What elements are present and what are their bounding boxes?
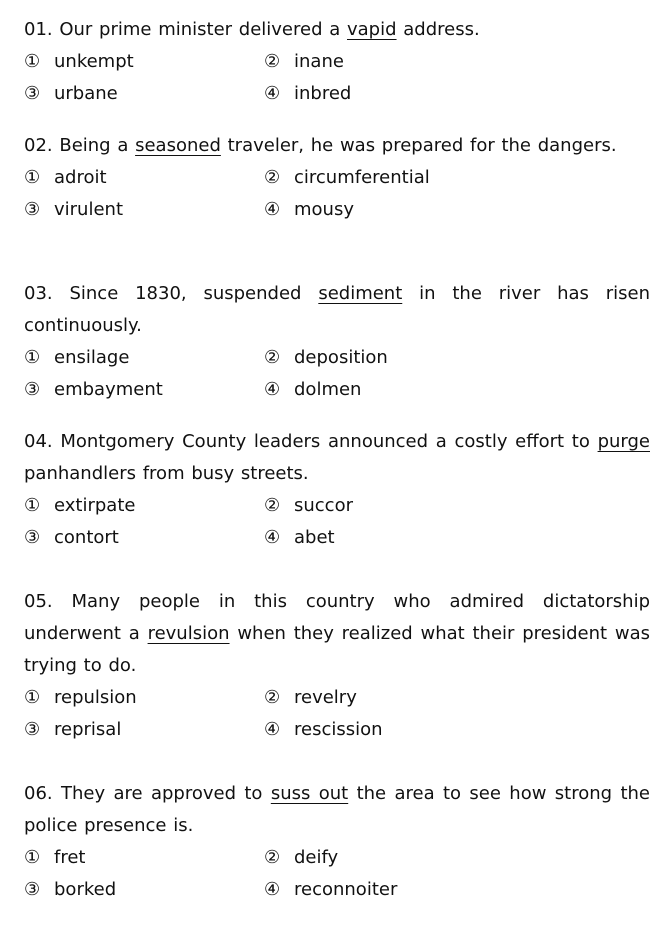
question-5 bbox=[24, 586, 650, 746]
choice-4[interactable] bbox=[264, 714, 504, 746]
choice-number: ④ bbox=[264, 879, 281, 900]
choice-number: ④ bbox=[264, 199, 281, 220]
question-stem bbox=[24, 14, 650, 46]
choice-text: succor bbox=[294, 495, 353, 516]
choice-3[interactable] bbox=[24, 78, 264, 110]
question-stem bbox=[24, 586, 650, 682]
choice-3[interactable] bbox=[24, 714, 264, 746]
stem-text: 04. Montgomery County leaders announced a costly effort to bbox=[24, 431, 590, 452]
question-stem bbox=[24, 426, 650, 490]
question-stem bbox=[24, 278, 650, 342]
choice-text: extirpate bbox=[54, 495, 136, 516]
choice-text: abet bbox=[294, 527, 335, 548]
choice-1[interactable] bbox=[24, 682, 264, 714]
choice-2[interactable] bbox=[264, 842, 504, 874]
choice-text: adroit bbox=[54, 167, 107, 188]
choice-text: deposition bbox=[294, 347, 388, 368]
choice-text: unkempt bbox=[54, 51, 134, 72]
choice-number: ① bbox=[24, 495, 41, 516]
choice-text: borked bbox=[54, 879, 117, 900]
choice-4[interactable] bbox=[264, 874, 504, 906]
choice-1[interactable] bbox=[24, 342, 264, 374]
choice-1[interactable] bbox=[24, 842, 264, 874]
choice-text: embayment bbox=[54, 379, 163, 400]
answer-choices bbox=[24, 46, 650, 110]
choice-text: revelry bbox=[294, 687, 357, 708]
choice-1[interactable] bbox=[24, 490, 264, 522]
stem-text: panhandlers from busy streets. bbox=[24, 463, 309, 484]
stem-text: address. bbox=[403, 19, 480, 40]
choice-text: circumferential bbox=[294, 167, 430, 188]
underlined-word: seasoned bbox=[135, 135, 221, 156]
underlined-word: suss out bbox=[270, 783, 349, 804]
stem-text: when they realized what their president was trying to do. bbox=[24, 623, 650, 676]
choice-number: ③ bbox=[24, 379, 41, 400]
choice-2[interactable] bbox=[264, 682, 504, 714]
choice-number: ① bbox=[24, 51, 41, 72]
underlined-word: revulsion bbox=[147, 623, 230, 644]
answer-choices bbox=[24, 490, 650, 554]
choice-text: urbane bbox=[54, 83, 118, 104]
answer-choices bbox=[24, 162, 650, 226]
choice-number: ② bbox=[264, 687, 281, 708]
choice-text: fret bbox=[54, 847, 86, 868]
choice-text: reconnoiter bbox=[294, 879, 398, 900]
choice-3[interactable] bbox=[24, 194, 264, 226]
choice-2[interactable] bbox=[264, 342, 504, 374]
choice-text: virulent bbox=[54, 199, 124, 220]
choice-number: ④ bbox=[264, 83, 281, 104]
choice-number: ① bbox=[24, 167, 41, 188]
choice-text: ensilage bbox=[54, 347, 130, 368]
question-6 bbox=[24, 778, 650, 906]
choice-3[interactable] bbox=[24, 874, 264, 906]
choice-number: ③ bbox=[24, 199, 41, 220]
choice-2[interactable] bbox=[264, 490, 504, 522]
choice-number: ② bbox=[264, 847, 281, 868]
choice-text: rescission bbox=[294, 719, 383, 740]
choice-2[interactable] bbox=[264, 162, 504, 194]
question-3 bbox=[24, 278, 650, 406]
answer-choices bbox=[24, 842, 650, 906]
stem-text: traveler, he was prepared for the dangers. bbox=[227, 135, 617, 156]
choice-number: ③ bbox=[24, 527, 41, 548]
choice-number: ④ bbox=[264, 719, 281, 740]
question-stem bbox=[24, 130, 650, 162]
choice-number: ③ bbox=[24, 83, 41, 104]
choice-number: ④ bbox=[264, 379, 281, 400]
choice-1[interactable] bbox=[24, 162, 264, 194]
choice-text: inane bbox=[294, 51, 344, 72]
answer-choices bbox=[24, 342, 650, 406]
choice-text: inbred bbox=[294, 83, 352, 104]
choice-4[interactable] bbox=[264, 194, 504, 226]
choice-text: contort bbox=[54, 527, 119, 548]
stem-text: 05. Many people in this country who admired dictatorship underwent a bbox=[24, 591, 650, 644]
choice-number: ① bbox=[24, 347, 41, 368]
choice-number: ④ bbox=[264, 527, 281, 548]
question-stem bbox=[24, 778, 650, 842]
choice-number: ② bbox=[264, 347, 281, 368]
underlined-word: vapid bbox=[347, 19, 397, 40]
stem-text: in the river has risen continuously. bbox=[24, 283, 650, 336]
underlined-word: sediment bbox=[318, 283, 403, 304]
choice-4[interactable] bbox=[264, 78, 504, 110]
stem-text: 06. They are approved to bbox=[24, 783, 263, 804]
choice-2[interactable] bbox=[264, 46, 504, 78]
stem-text: 01. Our prime minister delivered a bbox=[24, 19, 341, 40]
choice-text: deify bbox=[294, 847, 339, 868]
choice-text: repulsion bbox=[54, 687, 137, 708]
choice-text: reprisal bbox=[54, 719, 122, 740]
choice-number: ② bbox=[264, 167, 281, 188]
choice-4[interactable] bbox=[264, 374, 504, 406]
choice-1[interactable] bbox=[24, 46, 264, 78]
stem-text: 03. Since 1830, suspended bbox=[24, 283, 302, 304]
answer-choices bbox=[24, 682, 650, 746]
stem-text: 02. Being a bbox=[24, 135, 129, 156]
question-1 bbox=[24, 14, 650, 110]
choice-4[interactable] bbox=[264, 522, 504, 554]
stem-text: the area to see how strong the police presence is. bbox=[24, 783, 650, 836]
choice-number: ① bbox=[24, 687, 41, 708]
choice-text: dolmen bbox=[294, 379, 362, 400]
choice-3[interactable] bbox=[24, 374, 264, 406]
choice-number: ② bbox=[264, 495, 281, 516]
choice-3[interactable] bbox=[24, 522, 264, 554]
question-4 bbox=[24, 426, 650, 554]
question-2 bbox=[24, 130, 650, 226]
underlined-word: purge bbox=[597, 431, 650, 452]
choice-text: mousy bbox=[294, 199, 354, 220]
choice-number: ② bbox=[264, 51, 281, 72]
choice-number: ① bbox=[24, 847, 41, 868]
choice-number: ③ bbox=[24, 879, 41, 900]
choice-number: ③ bbox=[24, 719, 41, 740]
